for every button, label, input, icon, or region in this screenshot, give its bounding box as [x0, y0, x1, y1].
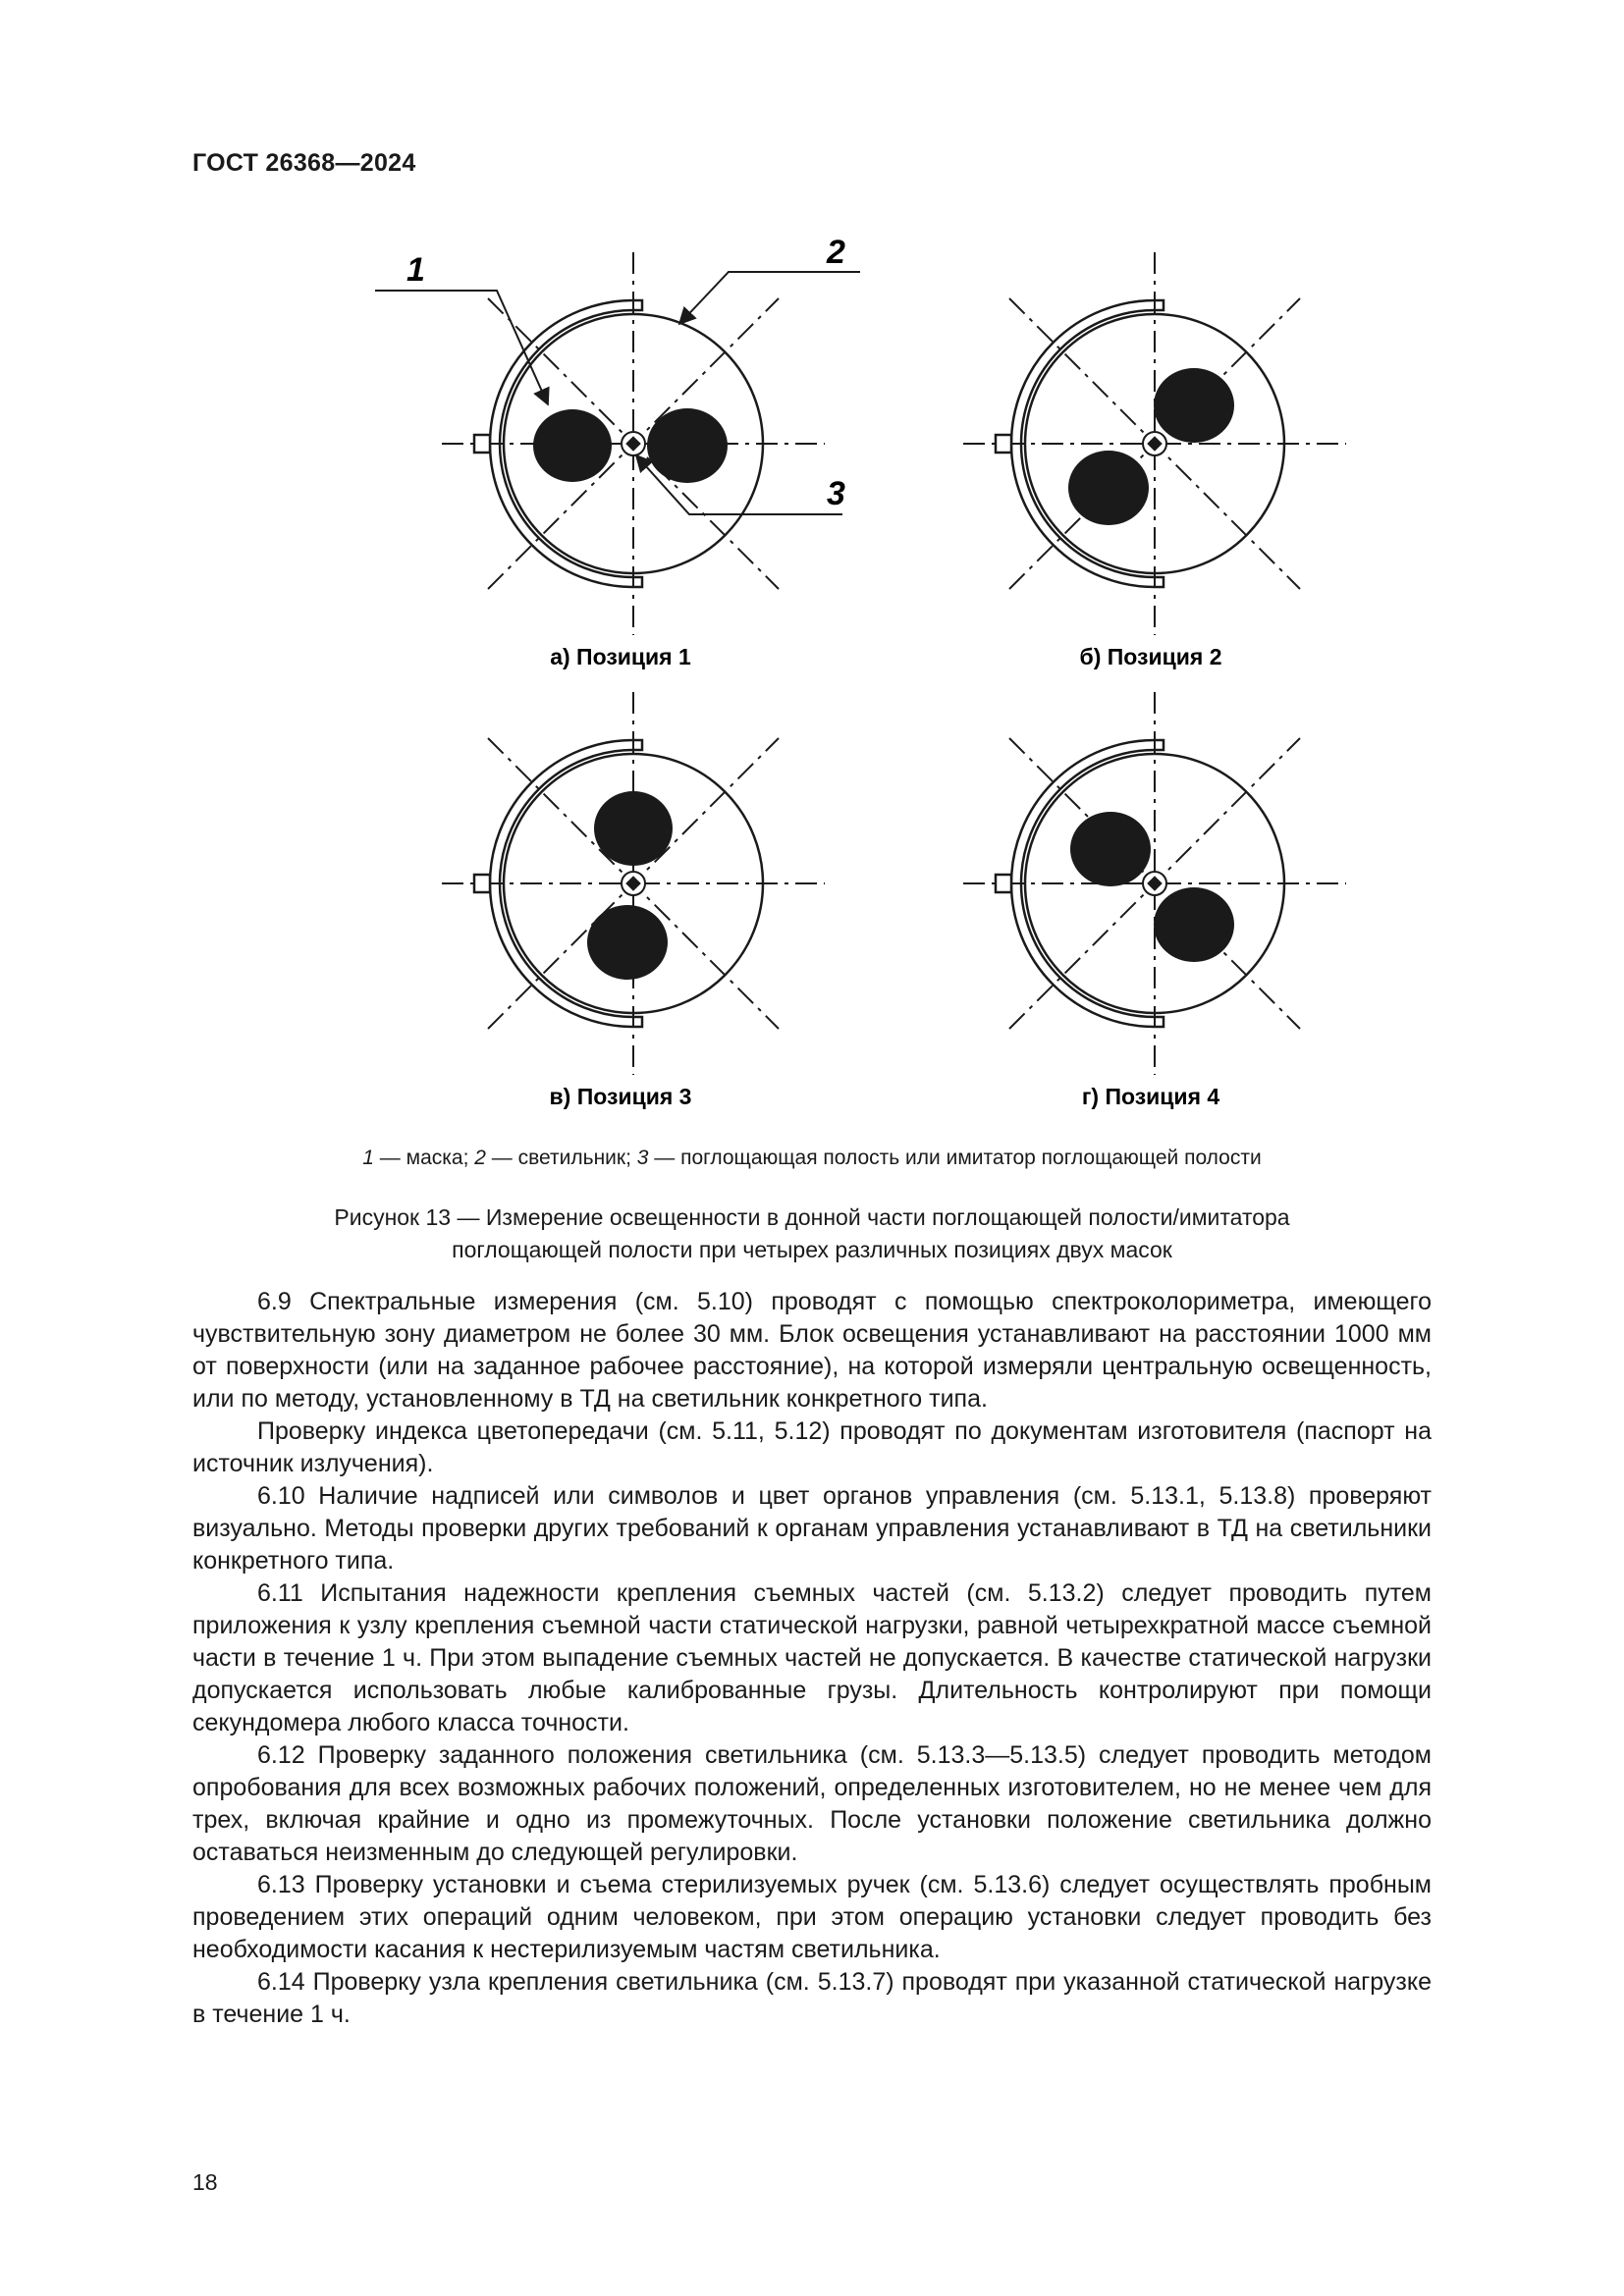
callout-1: 1: [406, 251, 425, 289]
leader-line-2: [679, 272, 860, 324]
callout-3: 3: [827, 475, 845, 512]
legend-num-3: 3: [636, 1147, 649, 1169]
caption-line-2: поглощающей полости при четырех различных позициях двух масок: [452, 1237, 1172, 1262]
paragraph-6-10: 6.10 Наличие надписей или символов и цвет органов управления (см. 5.13.1, 5.13.8) проверяют визуально. Методы проверки других требований к органам управления устанавливают в ТД на светильники конкретного типа.: [192, 1482, 1432, 1575]
caption-line-1: Рисунок 13 — Измерение освещенности в донной части поглощающей полости/имитатора: [334, 1204, 1290, 1230]
paragraph-6-9: 6.9 Спектральные измерения (см. 5.10) проводят с помощью спектроколориметра, имеющего чувствительную зону диаметром не более 30 мм. Блок освещения устанавливают на расстоянии 1000 мм от поверхности (или на заданное рабочее расстояние), на которой измеряли центральную освещенность, или по методу, установленному в ТД на светильник конкретного типа.: [192, 1288, 1432, 1413]
paragraph-color-rendering: Проверку индекса цветопередачи (см. 5.11, 5.12) проводят по документам изготовителя (паспорт на источник излучения).: [192, 1417, 1432, 1477]
unit-position-1: [442, 252, 825, 635]
unit-position-2: [963, 252, 1346, 635]
mask-bottom: [587, 905, 668, 980]
mask-left: [533, 409, 612, 482]
mask-upper-left: [1070, 812, 1151, 886]
legend-num-2: 2: [474, 1147, 486, 1169]
unit-position-4: [963, 692, 1346, 1075]
mask-upper-right: [1154, 368, 1234, 443]
legend-text-2: — светильник;: [485, 1147, 637, 1169]
paragraph-6-14: 6.14 Проверку узла крепления светильника (см. 5.13.7) проводят при указанной статической нагрузке в течение 1 ч.: [192, 1968, 1432, 2028]
document-code-header: ГОСТ 26368—2024: [192, 149, 416, 177]
page-number: 18: [192, 2169, 218, 2195]
body-text: [192, 1286, 1432, 2031]
label-position-4: г) Позиция 4: [1081, 1084, 1220, 1109]
paragraph-6-13: 6.13 Проверку установки и съема стерилизуемых ручек (см. 5.13.6) следует осуществлять пробным проведением этих операций одним человеком, при этом операцию установки следует проводить без необходимости касания к нестерилизуемым частям светильника.: [192, 1871, 1432, 1963]
label-position-2: б) Позиция 2: [1079, 644, 1222, 669]
mask-lower-right: [1154, 887, 1234, 962]
legend-num-1: 1: [362, 1147, 374, 1169]
mask-lower-left: [1068, 451, 1149, 525]
figure-legend: [0, 1147, 1624, 1170]
paragraph-6-11: 6.11 Испытания надежности крепления съемных частей (см. 5.13.2) следует проводить путем приложения к узлу крепления съемной части статической нагрузки, равной четырехкратной массе съемной части в течение 1 ч. При этом выпадение съемных частей не допускается. В качестве статической нагрузки допускается использовать любые калиброванные грузы. Длительность контролируют при помощи секундомера любого класса точности.: [192, 1579, 1432, 1736]
mask-right: [647, 408, 728, 483]
label-position-1: а) Позиция 1: [550, 644, 691, 669]
legend-text-1: — маска;: [373, 1147, 475, 1169]
leader-line-1: [375, 291, 548, 404]
mask-top: [594, 791, 673, 866]
unit-position-3: [442, 692, 825, 1075]
figure-caption: [0, 1201, 1624, 1266]
callout-2: 2: [827, 234, 845, 271]
paragraph-6-12: 6.12 Проверку заданного положения светильника (см. 5.13.3—5.13.5) следует проводить методом опробования для всех возможных рабочих положений, определенных изготовителем, но не менее чем для трех, включая крайние и одно из промежуточных. После установки положение светильника должно оставаться неизменным до следующей регулировки.: [192, 1741, 1432, 1866]
label-position-3: в) Позиция 3: [549, 1084, 692, 1109]
legend-text-3: — поглощающая полость или имитатор поглощающей полости: [648, 1147, 1262, 1169]
